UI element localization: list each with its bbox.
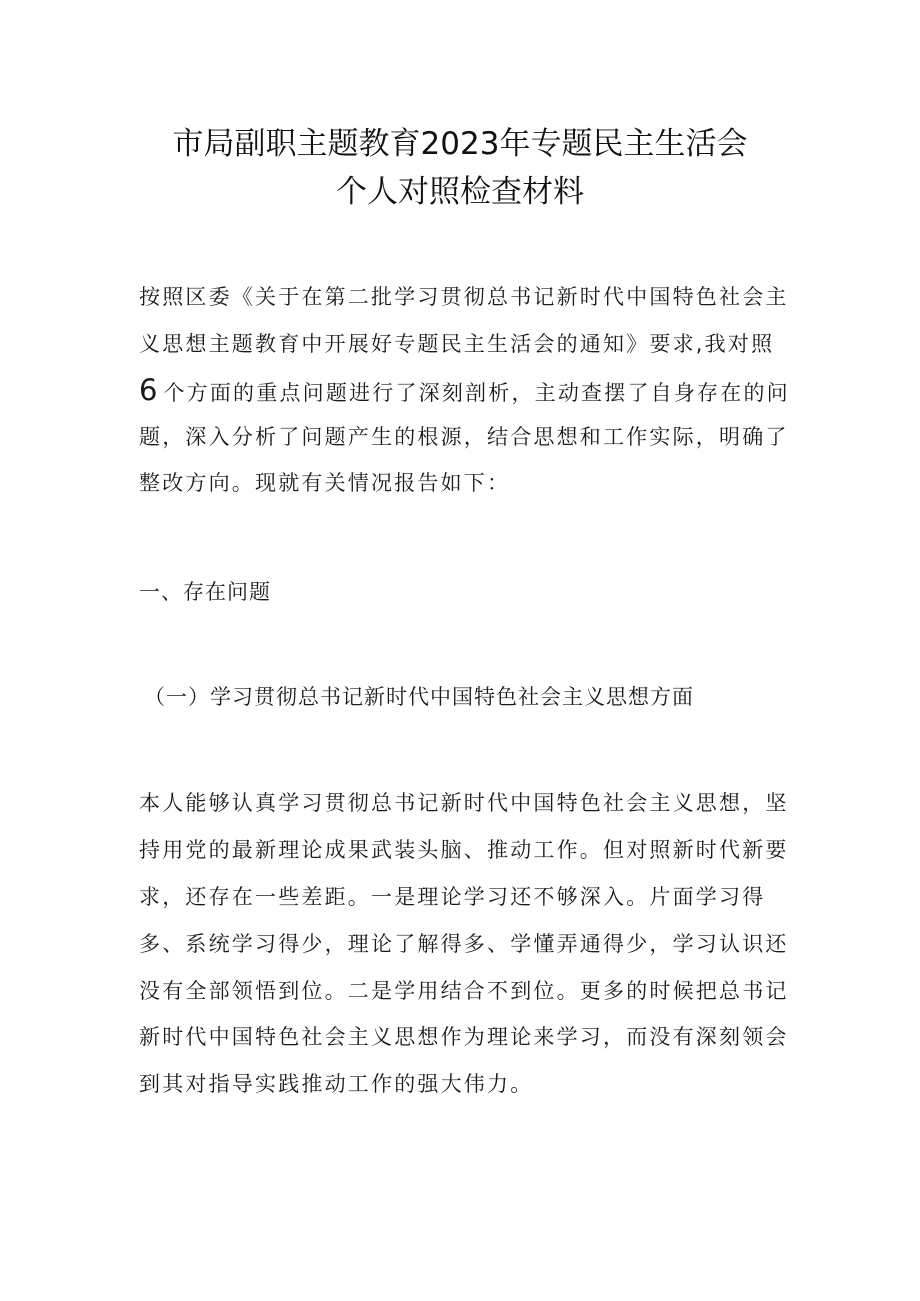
body-paragraph-line-7: 到其对指导实践推动工作的强大伟力。 [139, 1072, 534, 1096]
intro-paragraph-line-1: 按照区委《关于在第二批学习贯彻总书记新时代中国特色社会主 [139, 285, 789, 309]
body-paragraph-line-6: 新时代中国特色社会主义思想作为理论来学习，而没有深刻领会 [139, 1025, 789, 1049]
body-paragraph-line-4: 多、系统学习得少，理论了解得多、学懂弄通得少，学习认识还 [139, 932, 789, 956]
intro-paragraph-line-5: 整改方向。现就有关情况报告如下： [139, 471, 511, 495]
intro-paragraph-line-3 [139, 375, 789, 408]
body-paragraph-line-5: 没有全部领悟到位。二是学用结合不到位。更多的时候把总书记 [139, 979, 789, 1003]
body-paragraph-line-3: 求，还存在一些差距。一是理论学习还不够深入。片面学习得 [139, 885, 766, 909]
intro-paragraph-line-4: 题，深入分析了问题产生的根源，结合思想和工作实际，明确了 [139, 425, 789, 449]
document-title-line-2: 个人对照检查材料 [336, 174, 584, 210]
body-paragraph-line-1: 本人能够认真学习贯彻总书记新时代中国特色社会主义思想，坚 [139, 791, 789, 815]
intro-number-six: 6 [139, 373, 158, 407]
subsection-heading-theory-study: （一）学习贯彻总书记新时代中国特色社会主义思想方面 [144, 685, 694, 709]
intro-paragraph-line-3-text: 个方面的重点问题进行了深刻剖析，主动查摆了自身存在的问 [163, 381, 790, 405]
body-paragraph-line-2: 持用党的最新理论成果武装头脑、推动工作。但对照新时代新要 [139, 838, 789, 862]
document-title-line-1: 市局副职主题教育2023年专题民主生活会 [172, 126, 748, 162]
section-heading-issues: 一、存在问题 [139, 580, 271, 604]
intro-paragraph-line-2: 义思想主题教育中开展好专题民主生活会的通知》要求,我对照 [139, 332, 775, 356]
